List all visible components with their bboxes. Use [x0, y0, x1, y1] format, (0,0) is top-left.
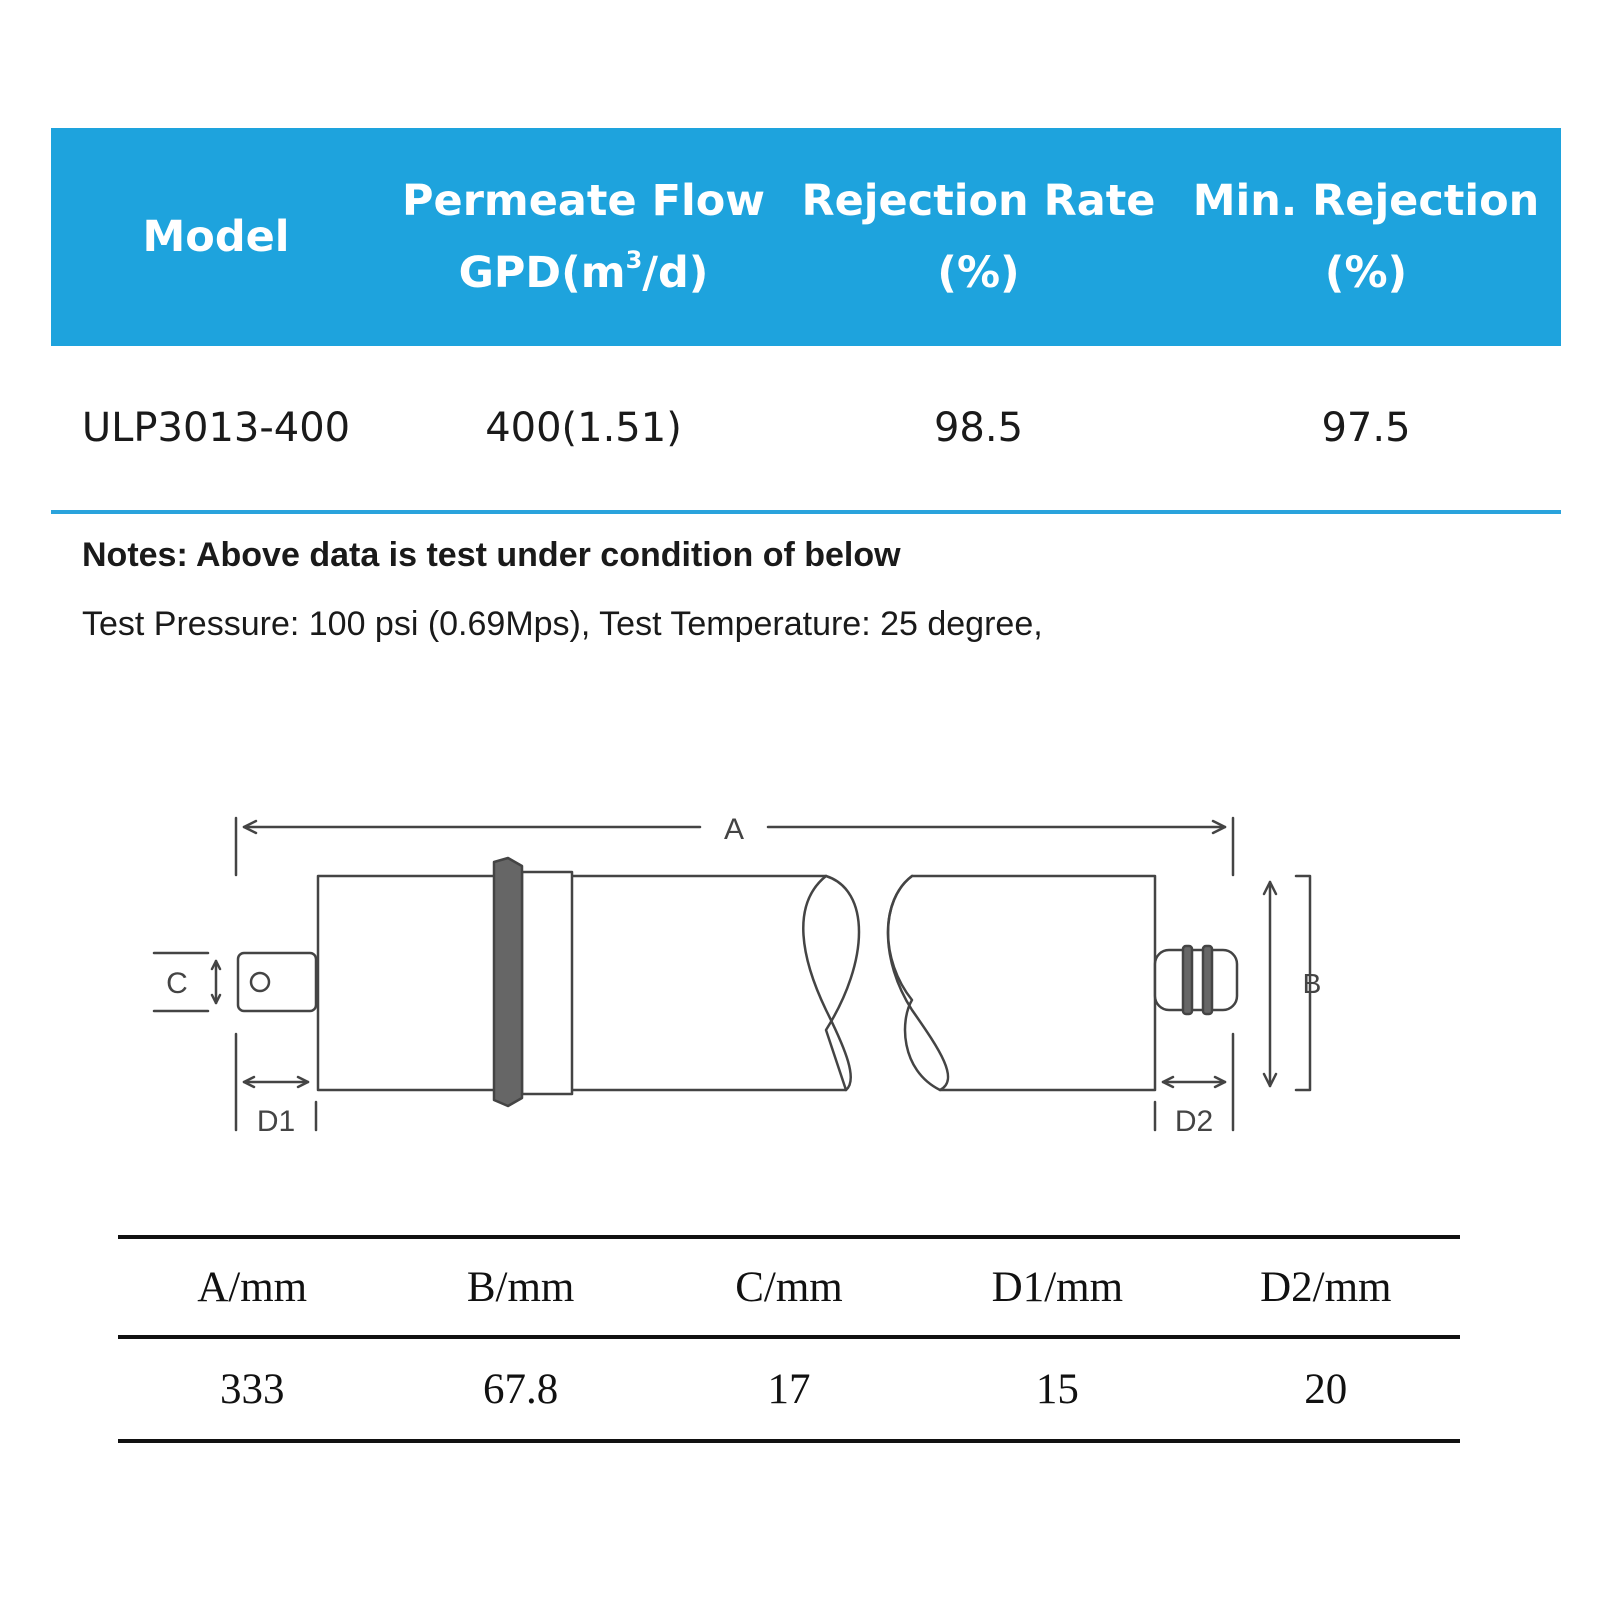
o-ring-1 — [1183, 946, 1192, 1014]
header-d1-mm: D1/mm — [923, 1237, 1191, 1337]
cell-permeate-flow: 400(1.51) — [485, 405, 682, 451]
value-d1: 15 — [1035, 1365, 1079, 1413]
header-flow-superscript: 3 — [625, 245, 643, 274]
left-connector — [238, 953, 316, 1011]
header-flow-line2 — [381, 237, 786, 309]
notes-body: Test Pressure: 100 psi (0.69Mps), Test Temperature: 25 degree, — [82, 605, 1043, 643]
label-d1: D1 — [256, 1105, 296, 1138]
o-ring-2 — [1203, 946, 1212, 1014]
value-b: 67.8 — [482, 1365, 559, 1413]
notes-title: Notes: Above data is test under condition of below — [82, 536, 901, 574]
header-rate-line1: Rejection Rate — [801, 176, 1156, 226]
table-row — [118, 1337, 1460, 1441]
table-row — [51, 346, 1561, 512]
membrane-dimension-diagram — [0, 790, 1600, 1150]
label-a: A — [723, 813, 745, 846]
membrane-body-right — [888, 876, 1155, 1090]
header-d2-mm: D2/mm — [1192, 1237, 1460, 1337]
value-d2: 20 — [1304, 1365, 1348, 1413]
header-a-mm: A/mm — [118, 1237, 386, 1337]
value-c: 17 — [767, 1365, 811, 1413]
header-model-label: Model — [142, 212, 290, 262]
header-rejection-rate — [786, 128, 1171, 346]
header-min-rejection — [1171, 128, 1561, 346]
header-rate-line2: (%) — [937, 248, 1020, 298]
header-c-mm: C/mm — [655, 1237, 923, 1337]
value-a: 333 — [219, 1365, 285, 1413]
header-flow-unit: GPD(m — [458, 248, 626, 298]
dimension-table — [118, 1235, 1460, 1443]
cell-min-rejection: 97.5 — [1321, 405, 1411, 451]
cell-model: ULP3013-400 — [81, 405, 351, 451]
label-b: B — [1302, 968, 1322, 999]
header-model — [51, 128, 381, 346]
header-min-line1: Min. Rejection — [1192, 176, 1540, 226]
brine-seal — [494, 858, 522, 1106]
header-flow-line1: Permeate Flow — [402, 176, 765, 226]
collar-band — [522, 872, 572, 1094]
label-d2: D2 — [1174, 1105, 1214, 1138]
label-c: C — [166, 967, 188, 1000]
header-b-mm: B/mm — [386, 1237, 654, 1337]
header-flow-unit-end: /d) — [642, 248, 709, 298]
cell-rejection-rate: 98.5 — [933, 405, 1024, 451]
spec-header-row — [51, 128, 1561, 346]
permeate-tube — [1155, 950, 1237, 1010]
header-min-line2: (%) — [1324, 248, 1408, 298]
membrane-body-left — [318, 876, 859, 1090]
dimension-header-row — [118, 1237, 1460, 1337]
spec-table — [51, 128, 1561, 514]
header-permeate-flow — [381, 128, 786, 346]
